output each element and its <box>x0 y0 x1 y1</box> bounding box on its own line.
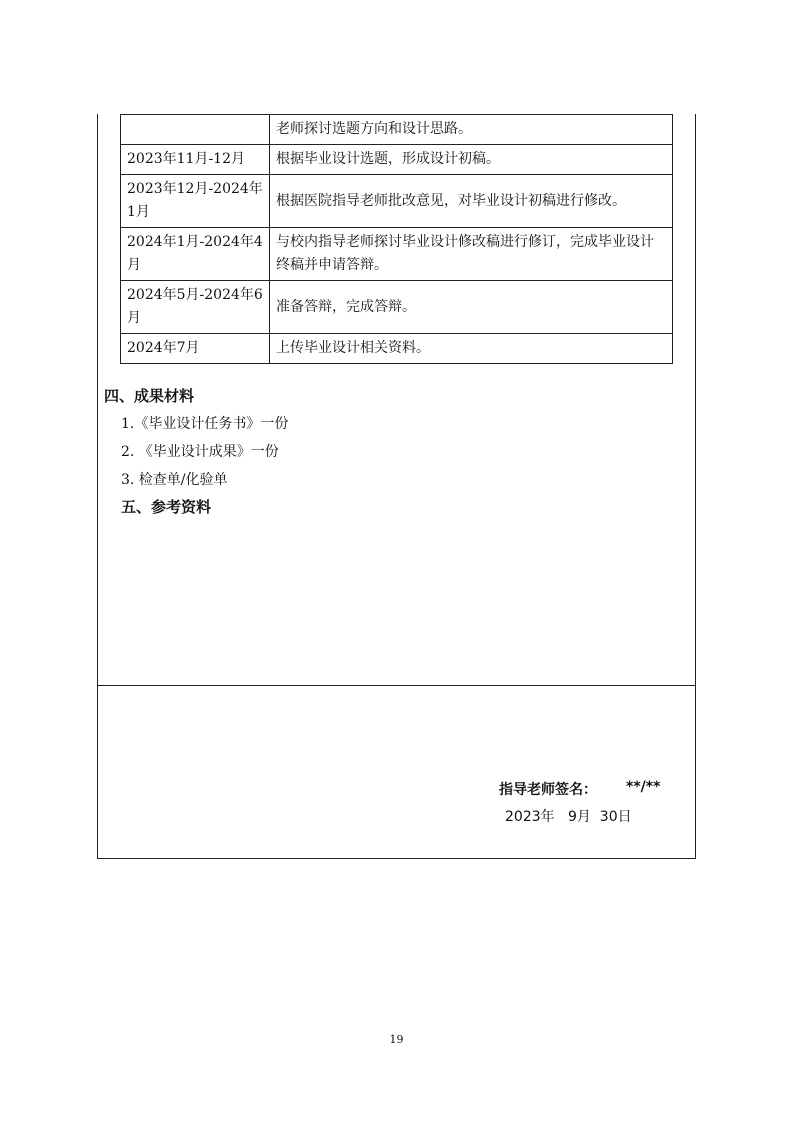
schedule-date-cell <box>121 115 270 145</box>
schedule-date-cell: 2024年5月-2024年6月 <box>121 281 270 334</box>
schedule-date-cell: 2023年11月-12月 <box>121 145 270 175</box>
schedule-task-cell: 根据毕业设计选题，形成设计初稿。 <box>270 145 673 175</box>
schedule-task-cell: 准备答辩，完成答辩。 <box>270 281 673 334</box>
schedule-task-cell: 与校内指导老师探讨毕业设计修改稿进行修订，完成毕业设计终稿并申请答辩。 <box>270 228 673 281</box>
list-item: 1.《毕业设计任务书》一份 <box>121 416 289 432</box>
table-row <box>121 228 673 281</box>
table-row <box>121 334 673 364</box>
schedule-task-cell: 根据医院指导老师批改意见，对毕业设计初稿进行修改。 <box>270 175 673 228</box>
list-item: 3. 检查单/化验单 <box>121 472 228 488</box>
schedule-date-cell: 2024年7月 <box>121 334 270 364</box>
table-row <box>121 175 673 228</box>
signature-value: **/** <box>626 779 661 795</box>
schedule-date-cell: 2024年1月-2024年4月 <box>121 228 270 281</box>
table-row <box>121 115 673 145</box>
section-4-title: 四、成果材料 <box>104 387 195 405</box>
signature-label: 指导老师签名： <box>499 782 597 798</box>
signature-date: 2023年 9月 30日 <box>505 809 632 825</box>
schedule-task-cell: 上传毕业设计相关资料。 <box>270 334 673 364</box>
table-row <box>121 281 673 334</box>
page-number: 19 <box>389 1033 404 1046</box>
schedule-table <box>120 114 673 364</box>
section-5-title: 五、参考资料 <box>121 498 212 516</box>
list-item: 2. 《毕业设计成果》一份 <box>121 444 279 460</box>
table-row <box>121 145 673 175</box>
schedule-date-cell: 2023年12月-2024年1月 <box>121 175 270 228</box>
schedule-task-cell: 老师探讨选题方向和设计思路。 <box>270 115 673 145</box>
signature-section-divider <box>98 685 695 686</box>
